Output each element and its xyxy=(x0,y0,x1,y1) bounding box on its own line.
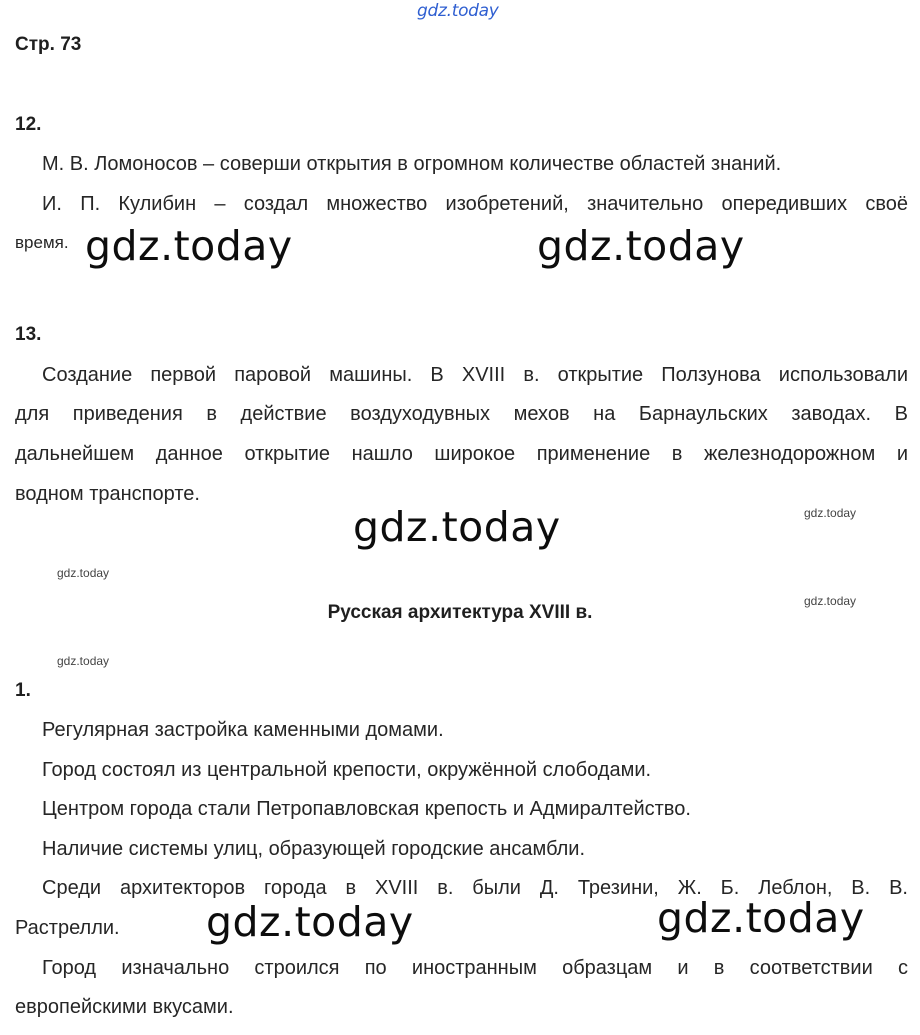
watermark-small-1: gdz.today xyxy=(804,506,857,520)
section-title: Русская архитектура XVIII в. xyxy=(327,602,593,623)
page-title: Стр. 73 xyxy=(15,34,82,55)
question-1-line-7: Город изначально строился по иностранным образцам и в соответствии с xyxy=(42,957,908,979)
question-13-line-3: дальнейшем данное открытие нашло широкое применение в железнодорожном и xyxy=(15,443,908,465)
question-1-line-5: Среди архитекторов города в XVIII в. были Д. Трезини, Ж. Б. Леблон, В. В. xyxy=(42,877,908,899)
question-1-line-1: Регулярная застройка каменными домами. xyxy=(42,719,444,741)
watermark-large-3: gdz.today xyxy=(353,503,561,551)
watermark-top: gdz.today xyxy=(417,1,499,21)
watermark-small-2: gdz.today xyxy=(57,566,110,580)
watermark-large-5: gdz.today xyxy=(657,894,865,942)
question-1-line-2: Город состоял из центральной крепости, окружённой слободами. xyxy=(42,759,652,781)
watermark-large-2: gdz.today xyxy=(537,222,745,270)
question-12-line-2: И. П. Кулибин – создал множество изобретений, значительно опередивших своё xyxy=(42,193,908,215)
watermark-small-4: gdz.today xyxy=(57,654,110,668)
question-1-line-3: Центром города стали Петропавловская крепость и Адмиралтейство. xyxy=(42,798,691,820)
watermark-small-3: gdz.today xyxy=(804,594,857,608)
question-1-number: 1. xyxy=(15,680,31,701)
question-12-line-3: время. xyxy=(15,233,69,252)
question-13-number: 13. xyxy=(15,324,42,345)
question-12-line-1: М. В. Ломоносов – соверши открытия в огромном количестве областей знаний. xyxy=(42,153,782,175)
question-1-line-4: Наличие системы улиц, образующей городские ансамбли. xyxy=(42,838,586,860)
question-13-line-1: Создание первой паровой машины. В XVIII в. открытие Ползунова использовали xyxy=(42,364,908,386)
question-1-line-8: европейскими вкусами. xyxy=(15,996,234,1018)
question-12-number: 12. xyxy=(15,114,42,135)
watermark-large-4: gdz.today xyxy=(206,898,414,946)
question-1-line-6: Растрелли. xyxy=(15,917,120,939)
watermark-large-1: gdz.today xyxy=(85,222,293,270)
question-13-line-2: для приведения в действие воздуходувных мехов на Барнаульских заводах. В xyxy=(15,403,908,425)
question-13-line-4: водном транспорте. xyxy=(15,483,200,505)
